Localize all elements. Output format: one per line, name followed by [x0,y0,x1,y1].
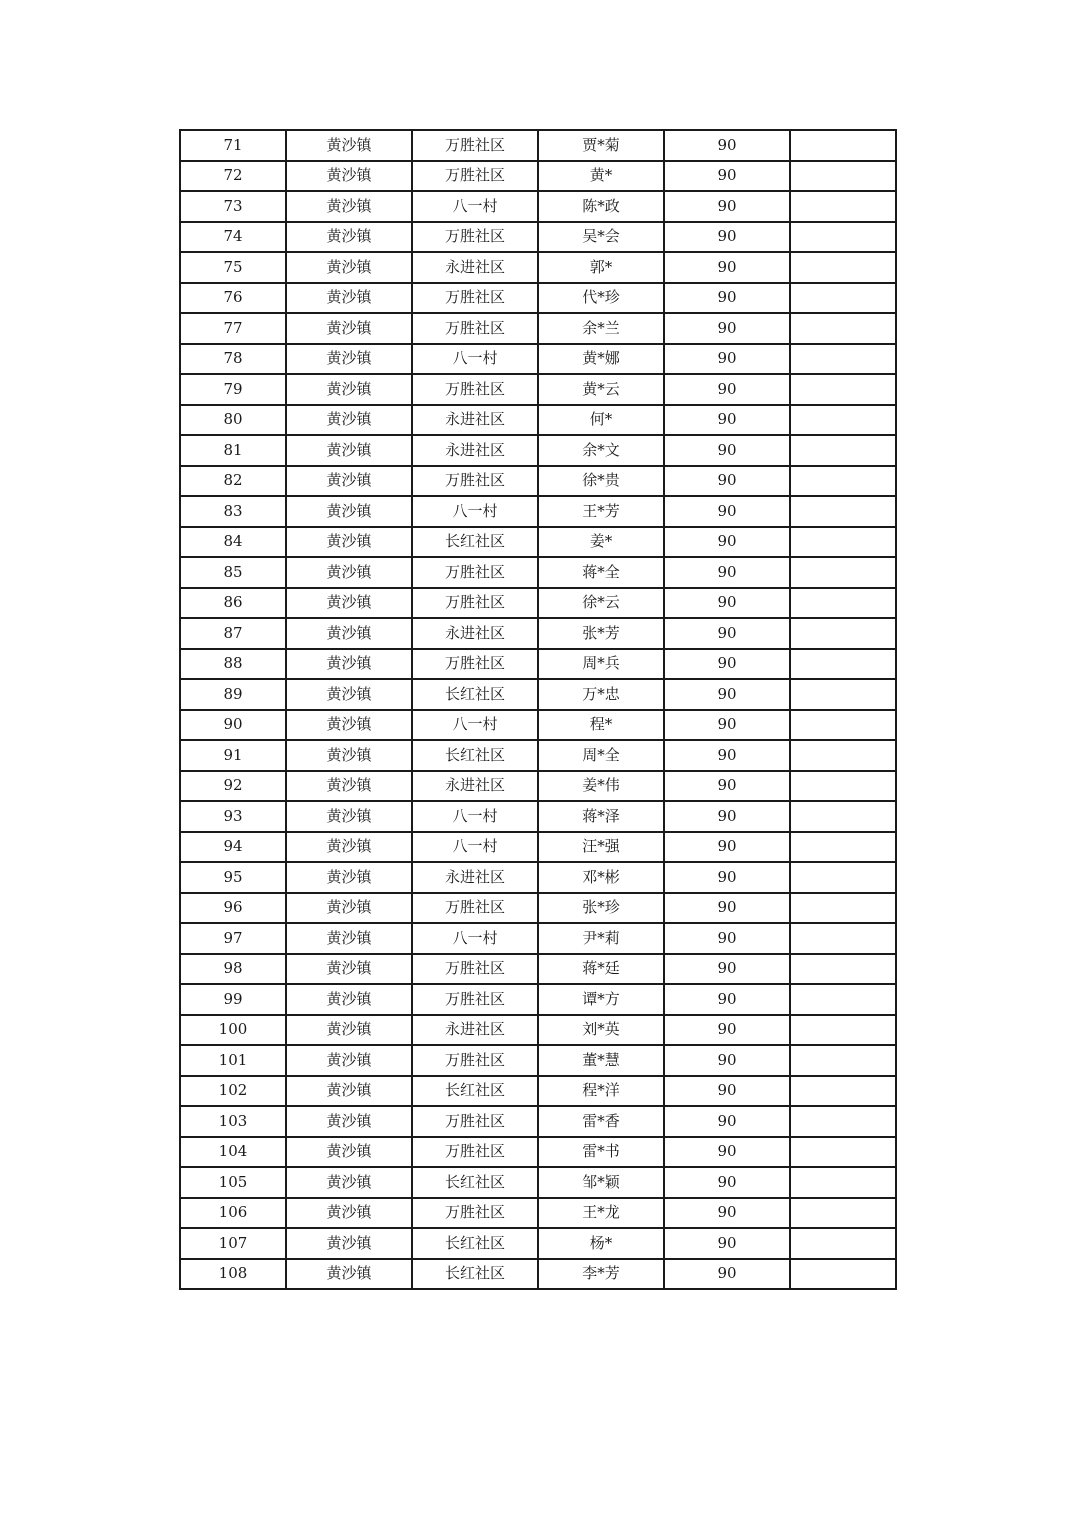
town-cell: 黄沙镇 [286,954,412,985]
row-number-cell: 107 [180,1228,286,1259]
name-cell: 郭* [538,252,664,283]
amount-cell: 90 [664,649,790,680]
community-cell: 长红社区 [412,1259,538,1290]
town-cell: 黄沙镇 [286,1228,412,1259]
town-cell: 黄沙镇 [286,1259,412,1290]
name-cell: 贾*菊 [538,130,664,161]
row-number-cell: 101 [180,1045,286,1076]
community-cell: 万胜社区 [412,1106,538,1137]
community-cell: 永进社区 [412,771,538,802]
name-cell: 尹*莉 [538,923,664,954]
table-row [180,801,896,832]
community-cell: 万胜社区 [412,588,538,619]
name-cell: 蒋*全 [538,557,664,588]
community-cell: 万胜社区 [412,222,538,253]
table-row [180,527,896,558]
table-row [180,954,896,985]
name-cell: 周*兵 [538,649,664,680]
amount-cell: 90 [664,923,790,954]
row-number-cell: 91 [180,740,286,771]
town-cell: 黄沙镇 [286,374,412,405]
note-cell [790,618,896,649]
row-number-cell: 71 [180,130,286,161]
row-number-cell: 93 [180,801,286,832]
town-cell: 黄沙镇 [286,801,412,832]
name-cell: 何* [538,405,664,436]
town-cell: 黄沙镇 [286,496,412,527]
community-cell: 万胜社区 [412,1198,538,1229]
town-cell: 黄沙镇 [286,1015,412,1046]
table-row [180,252,896,283]
amount-cell: 90 [664,1198,790,1229]
table-row [180,130,896,161]
note-cell [790,1015,896,1046]
town-cell: 黄沙镇 [286,923,412,954]
row-number-cell: 98 [180,954,286,985]
row-number-cell: 95 [180,862,286,893]
amount-cell: 90 [664,1106,790,1137]
note-cell [790,740,896,771]
table-row [180,557,896,588]
name-cell: 程*洋 [538,1076,664,1107]
table-row [180,832,896,863]
name-cell: 黄* [538,161,664,192]
note-cell [790,222,896,253]
amount-cell: 90 [664,1228,790,1259]
community-cell: 八一村 [412,832,538,863]
note-cell [790,832,896,863]
note-cell [790,862,896,893]
name-cell: 周*全 [538,740,664,771]
note-cell [790,679,896,710]
town-cell: 黄沙镇 [286,740,412,771]
table-row [180,588,896,619]
note-cell [790,1198,896,1229]
table-row [180,1106,896,1137]
community-cell: 八一村 [412,710,538,741]
town-cell: 黄沙镇 [286,252,412,283]
table-row [180,1259,896,1290]
table-row [180,466,896,497]
table-row [180,679,896,710]
amount-cell: 90 [664,1045,790,1076]
note-cell [790,191,896,222]
row-number-cell: 97 [180,923,286,954]
town-cell: 黄沙镇 [286,771,412,802]
amount-cell: 90 [664,710,790,741]
town-cell: 黄沙镇 [286,588,412,619]
community-cell: 永进社区 [412,405,538,436]
note-cell [790,710,896,741]
amount-cell: 90 [664,374,790,405]
amount-cell: 90 [664,588,790,619]
table-row [180,405,896,436]
community-cell: 长红社区 [412,679,538,710]
amount-cell: 90 [664,466,790,497]
note-cell [790,1228,896,1259]
note-cell [790,649,896,680]
note-cell [790,374,896,405]
community-cell: 长红社区 [412,740,538,771]
row-number-cell: 94 [180,832,286,863]
amount-cell: 90 [664,1167,790,1198]
row-number-cell: 105 [180,1167,286,1198]
table-row [180,649,896,680]
town-cell: 黄沙镇 [286,130,412,161]
table-row [180,1076,896,1107]
amount-cell: 90 [664,435,790,466]
row-number-cell: 80 [180,405,286,436]
community-cell: 长红社区 [412,1167,538,1198]
row-number-cell: 92 [180,771,286,802]
table-row [180,1045,896,1076]
town-cell: 黄沙镇 [286,679,412,710]
amount-cell: 90 [664,618,790,649]
community-cell: 永进社区 [412,1015,538,1046]
amount-cell: 90 [664,527,790,558]
note-cell [790,1076,896,1107]
note-cell [790,984,896,1015]
name-cell: 余*文 [538,435,664,466]
note-cell [790,1106,896,1137]
note-cell [790,435,896,466]
row-number-cell: 83 [180,496,286,527]
amount-cell: 90 [664,161,790,192]
row-number-cell: 86 [180,588,286,619]
name-cell: 姜*伟 [538,771,664,802]
note-cell [790,588,896,619]
town-cell: 黄沙镇 [286,435,412,466]
amount-cell: 90 [664,862,790,893]
note-cell [790,923,896,954]
name-cell: 姜* [538,527,664,558]
note-cell [790,1045,896,1076]
town-cell: 黄沙镇 [286,1137,412,1168]
town-cell: 黄沙镇 [286,984,412,1015]
note-cell [790,954,896,985]
table-row [180,435,896,466]
town-cell: 黄沙镇 [286,862,412,893]
name-cell: 蒋*廷 [538,954,664,985]
amount-cell: 90 [664,496,790,527]
table-row [180,1167,896,1198]
town-cell: 黄沙镇 [286,893,412,924]
town-cell: 黄沙镇 [286,405,412,436]
row-number-cell: 87 [180,618,286,649]
table-row [180,893,896,924]
name-cell: 董*慧 [538,1045,664,1076]
table-row [180,313,896,344]
name-cell: 张*芳 [538,618,664,649]
row-number-cell: 106 [180,1198,286,1229]
table-row [180,1198,896,1229]
amount-cell: 90 [664,313,790,344]
roster-table-body [180,130,896,1289]
community-cell: 八一村 [412,496,538,527]
row-number-cell: 108 [180,1259,286,1290]
amount-cell: 90 [664,679,790,710]
community-cell: 万胜社区 [412,313,538,344]
name-cell: 王*芳 [538,496,664,527]
row-number-cell: 73 [180,191,286,222]
amount-cell: 90 [664,832,790,863]
name-cell: 杨* [538,1228,664,1259]
row-number-cell: 85 [180,557,286,588]
community-cell: 八一村 [412,923,538,954]
note-cell [790,801,896,832]
row-number-cell: 103 [180,1106,286,1137]
note-cell [790,496,896,527]
amount-cell: 90 [664,984,790,1015]
name-cell: 刘*英 [538,1015,664,1046]
community-cell: 万胜社区 [412,283,538,314]
amount-cell: 90 [664,893,790,924]
amount-cell: 90 [664,191,790,222]
row-number-cell: 78 [180,344,286,375]
table-row [180,1137,896,1168]
name-cell: 吴*会 [538,222,664,253]
note-cell [790,344,896,375]
amount-cell: 90 [664,1259,790,1290]
note-cell [790,527,896,558]
name-cell: 徐*云 [538,588,664,619]
amount-cell: 90 [664,740,790,771]
town-cell: 黄沙镇 [286,161,412,192]
name-cell: 万*忠 [538,679,664,710]
town-cell: 黄沙镇 [286,283,412,314]
name-cell: 徐*贵 [538,466,664,497]
name-cell: 邹*颖 [538,1167,664,1198]
name-cell: 李*芳 [538,1259,664,1290]
town-cell: 黄沙镇 [286,649,412,680]
amount-cell: 90 [664,252,790,283]
town-cell: 黄沙镇 [286,832,412,863]
amount-cell: 90 [664,283,790,314]
row-number-cell: 74 [180,222,286,253]
amount-cell: 90 [664,1015,790,1046]
name-cell: 雷*香 [538,1106,664,1137]
town-cell: 黄沙镇 [286,313,412,344]
name-cell: 余*兰 [538,313,664,344]
name-cell: 王*龙 [538,1198,664,1229]
table-row [180,161,896,192]
row-number-cell: 81 [180,435,286,466]
table-row [180,374,896,405]
row-number-cell: 90 [180,710,286,741]
name-cell: 汪*强 [538,832,664,863]
community-cell: 永进社区 [412,618,538,649]
community-cell: 万胜社区 [412,1045,538,1076]
community-cell: 长红社区 [412,527,538,558]
town-cell: 黄沙镇 [286,1045,412,1076]
table-row [180,984,896,1015]
table-row [180,344,896,375]
note-cell [790,466,896,497]
row-number-cell: 76 [180,283,286,314]
community-cell: 永进社区 [412,435,538,466]
name-cell: 雷*书 [538,1137,664,1168]
town-cell: 黄沙镇 [286,1167,412,1198]
name-cell: 蒋*泽 [538,801,664,832]
name-cell: 陈*政 [538,191,664,222]
table-row [180,771,896,802]
community-cell: 永进社区 [412,252,538,283]
row-number-cell: 104 [180,1137,286,1168]
row-number-cell: 75 [180,252,286,283]
town-cell: 黄沙镇 [286,1198,412,1229]
community-cell: 万胜社区 [412,161,538,192]
community-cell: 万胜社区 [412,466,538,497]
amount-cell: 90 [664,130,790,161]
community-cell: 长红社区 [412,1076,538,1107]
town-cell: 黄沙镇 [286,527,412,558]
table-row [180,862,896,893]
row-number-cell: 84 [180,527,286,558]
note-cell [790,1259,896,1290]
table-row [180,710,896,741]
note-cell [790,1167,896,1198]
table-row [180,923,896,954]
name-cell: 黄*云 [538,374,664,405]
town-cell: 黄沙镇 [286,466,412,497]
row-number-cell: 96 [180,893,286,924]
name-cell: 黄*娜 [538,344,664,375]
note-cell [790,283,896,314]
note-cell [790,771,896,802]
name-cell: 谭*方 [538,984,664,1015]
town-cell: 黄沙镇 [286,618,412,649]
row-number-cell: 72 [180,161,286,192]
roster-table [179,129,897,1290]
note-cell [790,557,896,588]
community-cell: 八一村 [412,801,538,832]
amount-cell: 90 [664,222,790,253]
note-cell [790,313,896,344]
note-cell [790,405,896,436]
amount-cell: 90 [664,557,790,588]
amount-cell: 90 [664,801,790,832]
community-cell: 八一村 [412,344,538,375]
note-cell [790,130,896,161]
row-number-cell: 77 [180,313,286,344]
town-cell: 黄沙镇 [286,710,412,741]
row-number-cell: 88 [180,649,286,680]
amount-cell: 90 [664,344,790,375]
town-cell: 黄沙镇 [286,191,412,222]
town-cell: 黄沙镇 [286,222,412,253]
community-cell: 万胜社区 [412,1137,538,1168]
community-cell: 万胜社区 [412,649,538,680]
community-cell: 万胜社区 [412,130,538,161]
note-cell [790,161,896,192]
name-cell: 张*珍 [538,893,664,924]
row-number-cell: 99 [180,984,286,1015]
amount-cell: 90 [664,771,790,802]
community-cell: 万胜社区 [412,954,538,985]
amount-cell: 90 [664,954,790,985]
community-cell: 万胜社区 [412,374,538,405]
table-row [180,618,896,649]
table-row [180,191,896,222]
town-cell: 黄沙镇 [286,557,412,588]
table-row [180,496,896,527]
table-row [180,1228,896,1259]
town-cell: 黄沙镇 [286,1106,412,1137]
amount-cell: 90 [664,405,790,436]
community-cell: 万胜社区 [412,557,538,588]
row-number-cell: 82 [180,466,286,497]
note-cell [790,893,896,924]
town-cell: 黄沙镇 [286,344,412,375]
name-cell: 代*珍 [538,283,664,314]
row-number-cell: 89 [180,679,286,710]
amount-cell: 90 [664,1076,790,1107]
row-number-cell: 102 [180,1076,286,1107]
amount-cell: 90 [664,1137,790,1168]
note-cell [790,252,896,283]
name-cell: 程* [538,710,664,741]
community-cell: 万胜社区 [412,984,538,1015]
town-cell: 黄沙镇 [286,1076,412,1107]
name-cell: 邓*彬 [538,862,664,893]
community-cell: 八一村 [412,191,538,222]
table-row [180,283,896,314]
note-cell [790,1137,896,1168]
table-row [180,1015,896,1046]
table-row [180,222,896,253]
community-cell: 永进社区 [412,862,538,893]
row-number-cell: 79 [180,374,286,405]
community-cell: 长红社区 [412,1228,538,1259]
row-number-cell: 100 [180,1015,286,1046]
table-row [180,740,896,771]
community-cell: 万胜社区 [412,893,538,924]
